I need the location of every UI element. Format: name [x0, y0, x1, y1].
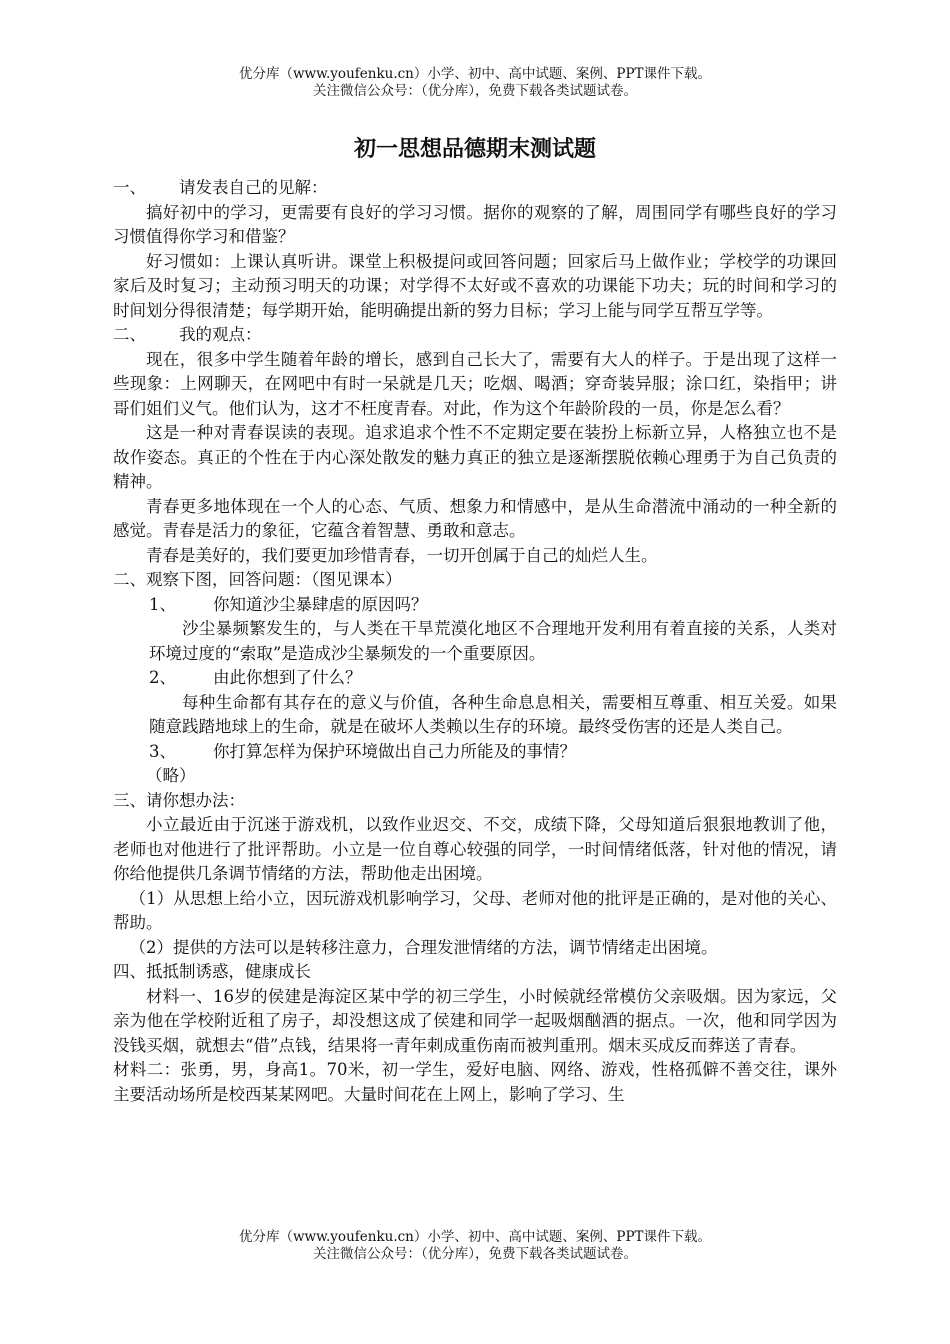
- section-1-number: 一、: [113, 178, 146, 197]
- page-header: [0, 66, 950, 100]
- section-2-paragraph: 现在，很多中学生随着年龄的增长，感到自己长大了，需要有大人的样子。于是出现了这样一些现象：上网聊天，在网吧中有时一呆就是几天；吃烟、喝酒；穿奇装异服；涂口红，染指甲；讲哥们姐们义气。他们认为，这才不枉度青春。对此，作为这个年龄阶段的一员，你是怎么看？: [113, 349, 837, 418]
- section-4-answer: （1）从思想上给小立，因玩游戏机影响学习，父母、老师对他的批评是正确的，是对他的关心、帮助。: [113, 888, 837, 932]
- footer-line-1: 优分库（www.youfenku.cn）小学、初中、高中试题、案例、PPT课件下载。: [238, 1229, 712, 1245]
- question-text: 你打算怎样为保护环境做出自己力所能及的事情？: [213, 741, 576, 761]
- header-line-2: 关注微信公众号：（优分库），免费下载各类试题试卷。: [313, 83, 637, 99]
- section-3-heading: 二、观察下图，回答问题：（图见课本）: [113, 570, 402, 589]
- section-5-heading: 四、抵抵制诱惑，健康成长: [113, 962, 311, 981]
- question-text: 由此你想到了什么？: [213, 668, 362, 687]
- question-number: 3、: [149, 741, 176, 761]
- question-item: [113, 593, 837, 618]
- section-1-title: 请发表自己的见解：: [179, 178, 328, 197]
- question-item: [113, 740, 837, 765]
- section-2-heading: [113, 323, 837, 348]
- section-2-paragraph: 青春是美好的，我们要更加珍惜青春，一切开创属于自己的灿烂人生。: [146, 545, 658, 565]
- question-answer: （略）: [146, 766, 196, 785]
- question-text: 你知道沙尘暴肆虐的原因吗？: [213, 594, 428, 614]
- section-2-number: 二、: [113, 325, 146, 344]
- section-2-paragraph: 青春更多地体现在一个人的心态、气质、想象力和情感中，是从生命潜流中涌动的一种全新的感觉。青春是活力的象征，它蕴含着智慧、勇敢和意志。: [113, 496, 837, 540]
- question-number: 1、: [149, 594, 176, 614]
- question-number: 2、: [149, 668, 176, 687]
- header-line-1: 优分库（www.youfenku.cn）小学、初中、高中试题、案例、PPT课件下载。: [238, 66, 712, 82]
- section-2-paragraph: 这是一种对青春误读的表现。追求追求个性不不定期定要在装扮上标新立异，人格独立也不是故作姿态。真正的个性在于内心深处散发的魅力真正的独立是逐渐摆脱依赖心理勇于为自己负责的精神。: [113, 423, 837, 491]
- question-answer: 每种生命都有其存在的意义与价值，各种生命息息相关，需要相互尊重、相互关爱。如果随意践踏地球上的生命，就是在破坏人类赖以生存的环境。最终受伤害的还是人类自己。: [149, 692, 837, 736]
- section-4-answer: （2）提供的方法可以是转移注意力，合理发泄情绪的方法，调节情绪走出困境。: [129, 937, 718, 957]
- section-1-question: 搞好初中的学习，更需要有良好的学习习惯。据你的观察的了解，周围同学有哪些良好的学习习惯值得你学习和借鉴？: [113, 202, 837, 246]
- section-4-question: 小立最近由于沉迷于游戏机，以致作业迟交、不交，成绩下降，父母知道后狠狠地教训了他，老师也对他进行了批评帮助。小立是一位自尊心较强的同学，一时间情绪低落，针对他的情况，请你给他提供几条调节情绪的方法，帮助他走出困境。: [113, 815, 837, 883]
- section-4-heading: 三、请你想办法：: [113, 790, 245, 810]
- page-title: 初一思想品德期末测试题: [353, 136, 596, 162]
- material-1: 材料一、16岁的侯建是海淀区某中学的初三学生，小时候就经常模仿父亲吸烟。因为家远，父亲为他在学校附近租了房子，却没想这成了侯建和同学一起吸烟酗酒的据点。一次，他和同学因为没钱买烟，就想去“借”点钱，结果将一青年刺成重伤南而被判重刑。烟末买成反而葬送了青春。: [113, 986, 837, 1055]
- material-2: 材料二：张勇，男，身高1。70米，初一学生，爱好电脑、网络、游戏，性格孤僻不善交往，课外主要活动场所是校西某某网吧。大量时间花在上网上，影响了学习、生: [113, 1060, 837, 1104]
- question-item: [113, 666, 837, 691]
- footer-line-2: 关注微信公众号：（优分库），免费下载各类试题试卷。: [313, 1246, 637, 1262]
- document-body: [113, 176, 837, 1107]
- section-2-title: 我的观点：: [179, 325, 262, 344]
- section-1-answer: 好习惯如：上课认真听讲。课堂上积极提问或回答问题；回家后马上做作业；学校学的功课回家后及时复习；主动预习明天的功课；对学得不太好或不喜欢的功课能下功夫；玩的时间和学习的时间划分得很清楚；每学期开始，能明确提出新的努力目标；学习上能与同学互帮互学等。: [113, 251, 837, 320]
- section-1-heading: [113, 176, 837, 201]
- page-footer: [0, 1229, 950, 1263]
- question-answer: 沙尘暴频繁发生的，与人类在干旱荒漠化地区不合理地开发利用有着直接的关系，人类对环境过度的“索取”是造成沙尘暴频发的一个重要原因。: [149, 619, 837, 663]
